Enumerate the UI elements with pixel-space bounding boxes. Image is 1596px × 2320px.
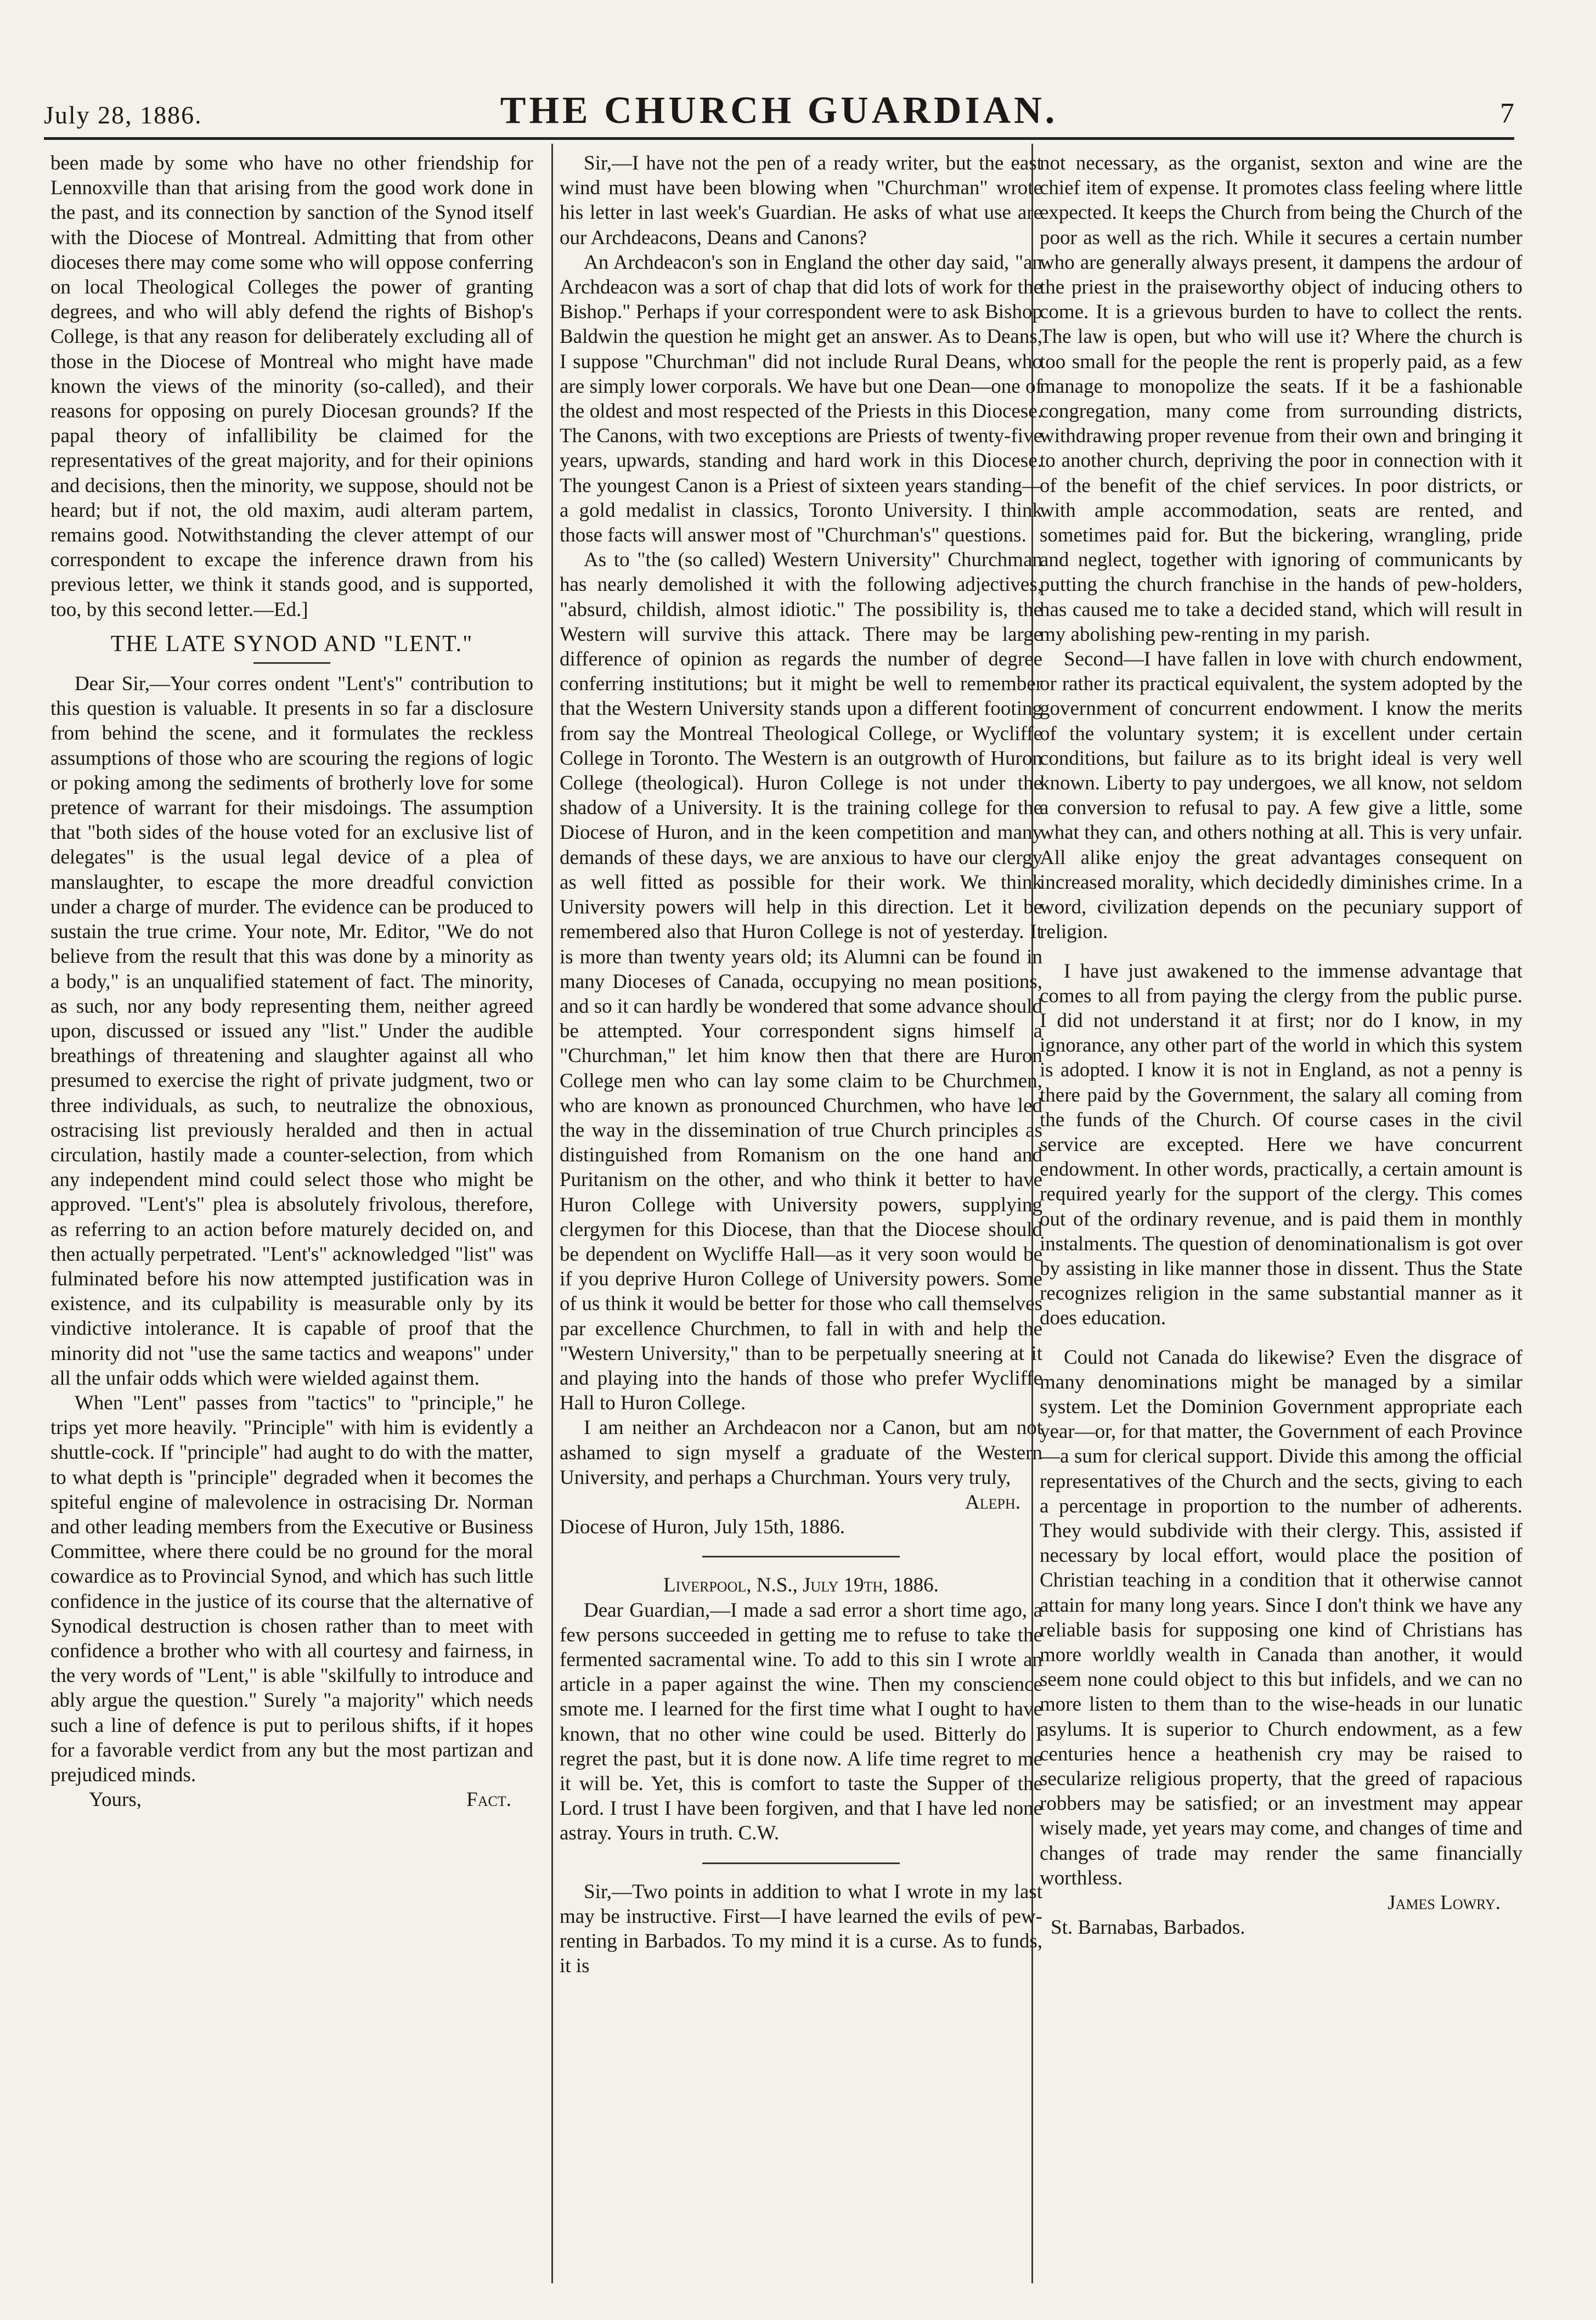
letter-paragraph: Sir,—Two points in addition to what I wrote in my last may be instructive. First—I have learned the evils of pew-renting in Barbados. To my mind it is a curse. As to funds, it is	[560, 1880, 1042, 1978]
signature: Aleph.	[965, 1491, 1020, 1514]
letter-paragraph: Dear Sir,—Your corres ondent "Lent's" contribution to this question is valuable. It presents in so far a disclosure from behind the scene, and it formulates the reckless assumptions of those who are scouring the regions of logic or poking among the sediments of brotherly love for some pretence of warrant for their misdoings. The assumption that "both sides of the house voted for an exclusive list of delegates" is the usual legal device of a plea of manslaughter, to escape the more dreadful conviction under a charge of murder. The evidence can be produced to sustain the true crime. Your note, Mr. Editor, "We do not believe from the result that this was done by a minority as a body," is an unqualified statement of fact. The minority, as such, nor any body representing them, neither agreed upon, discussed or issued any "list." Under the audible breathings of threatening and slaughter against all who presumed to exercise the right of private judgment, two or three individuals, as such, to neutralize the obnoxious, ostracising list previously heralded and then in actual circulation, hastily made a counter-selection, from which any independent mind could select those who might be approved. "Lent's" plea is absolutely frivolous, therefore, as referring to an action before maturely decided on, and then actually perpetrated. "Lent's" acknowledged "list" was fulminated before his now attempted justification was in existence, and its culpability is measurable only by its vindictive intolerance. It is capable of proof that the minority did not "use the same tactics and weapons" under all the unfair odds which were wielded against them.	[50, 673, 533, 1390]
letter-paragraph: not necessary, as the organist, sexton and wine are the chief item of expense. It promotes class feeling where little expected. It keeps the Church from being the Church of the poor as well as the rich. While it secures a certain number who are generally always present, it dampens the ardour of the priest in the praiseworthy object of inducing others to come. It is a grievous burden to have to collect the rents. The law is open, but who will use it? Where the church is too small for the people the rent is properly paid, as a few manage to monopolize the seats. If it be a fashionable congregation, many come from surrounding districts, withdrawing proper revenue from their own and bringing it to another church, depriving the poor in connection with it of the benefit of the chief services. In poor districts, or with ample accommodation, seats are rented, and sometimes paid for. But the bickering, wrangling, pride and neglect, together with ignoring of communicants by putting the church franchise in the hands of pew-holders, has caused me to take a decided stand, which will result in my abolishing pew-renting in my parish.	[1040, 152, 1522, 646]
letter-paragraph: Could not Canada do likewise? Even the disgrace of many denominations might be managed by a similar system. Let the Dominion Government appropriate each year—or, for that matter, the Government of each Province—a sum for clerical support. Divide this among the official representatives of the Church and the sects, giving to each a percentage in proportion to the number of adherents. They would subdivide with their clergy. This, assisted if necessary by local effort, would place the position of Christian teaching in a condition that it otherwise cannot attain for many long years. Since I don't think we have any reliable basis for supposing one kind of Christians has more worldly wealth in Canada than another, it would seem none could object to this but infidels, and we can no more listen to them than to the wise-heads in our lunatic asylums. It is superior to Church endowment, as a few centuries hence a heathenish cry may be raised to secularize religious property, that the greed of rapacious robbers may be satisfied; or an investment may appear wisely made, yet years may come, and changes of time and changes of trade may render the same financially worthless.	[1040, 1346, 1522, 1889]
dateline: St. Barnabas, Barbados.	[1051, 1916, 1245, 1939]
signature-line	[50, 1787, 533, 1812]
masthead	[44, 88, 1514, 140]
signature: James Lowry.	[1388, 1892, 1501, 1915]
column-divider	[551, 144, 553, 2283]
editor-note-paragraph: been made by some who have no other friendship for Lennoxville than that arising from the good work done in the past, and its connection by sanction of the Synod itself with the Diocese of Montreal. Admitting that from other dioceses there may come some who will oppose conferring on local Theological Colleges the power of granting degrees, and who will ably defend the rights of Bishop's College, is that any reason for deliberately excluding all of those in the Diocese of Montreal who might have made known the views of the minority (so-called), and their reasons for opposing on purely Diocesan grounds? If the papal theory of infallibility be claimed for the representatives of the great majority, and for their opinions and decisions, then the minority, we suppose, should not be heard; but if not, the old maxim, audi alteram partem, remains good. Notwithstanding the clever attempt of our correspondent to excape the inference drawn from his previous letter, we think it stands good, and is supported, too, by this second letter.—Ed.]	[50, 152, 533, 621]
column-1	[50, 151, 533, 2279]
letter-paragraph: I have just awakened to the immense advantage that comes to all from paying the clergy from the public purse. I did not understand it at first; nor do I know, in my ignorance, any other part of the world in which this system is adopted. I know it is not in England, as not a penny is there paid by the Government, the salary all coming from the funds of the Church. Of course cases in the civil service are excepted. Here we have concurrent endowment. In other words, practically, a certain amount is required yearly for the support of the clergy. This comes out of the ordinary revenue, and is paid them in monthly instalments. The question of denominationalism is got over by assisting in like manner those in dissent. Thus the State recognizes religion in the same substantial manner as it does education.	[1040, 959, 1522, 1330]
separator-rule	[702, 1556, 900, 1557]
letter-paragraph: Second—I have fallen in love with church endowment, or rather its practical equivalent, the system adopted by the government of concurrent endowment. I know the merits of the voluntary system; it is excellent under certain conditions, but failure as to its bright ideal is very well known. Liberty to pay undergoes, we all know, not seldom a conversion to refusal to pay. A few give a little, some what they can, and others nothing at all. This is very unfair. All alike enjoy the great advantages consequent on increased morality, which decidedly diminishes crime. In a word, civilization depends on the pecuniary support of religion.	[1040, 648, 1522, 944]
page-number: 7	[1500, 98, 1514, 129]
issue-date: July 28, 1886.	[44, 101, 202, 129]
letter-paragraph: As to "the (so called) Western University" Churchman has nearly demolished it with the following adjectives, "absurd, childish, almost idiotic." The possibility is, the Western will survive this attack. There may be large difference of opinion as regards the number of degree conferring institutions; but it might be well to remember that the Western University stands upon a different footing from say the Montreal Theological College, or Wycliffe College in Toronto. The Western is an outgrowth of Huron College (theological). Huron College is not under the shadow of a University. It is the training college for the Diocese of Huron, and in the keen competition and many demands of these days, we are anxious to have our clergy as well fitted as possible for their work. We think University powers will help in this direction. Let it be remembered also that Huron College is not of yesterday. It is more than twenty years old; its Alumni can be found in many Dioceses of Canada, occupying no mean positions, and so it can hardly be wondered that some advance should be attempted. Your correspondent signs himself a "Churchman," let him know then that there are Huron College men who can lay some claim to be Churchmen, who are known as pronounced Churchmen, who have led the way in the dissemination of true Church principles as distinguished from Romanism on the one hand and Puritanism on the other, and who think it better to have Huron College with University powers, supplying clergymen for this Diocese, than that the Diocese should be dependent on Wycliffe Hall—as it very soon would be if you deprive Huron College of University powers. Some of us think it would be better for those who call themselves par excellence Churchmen, to fall in with and help the "Western University," than to be perpetually sneering at it and playing into the hands of those who prefer Wycliffe Hall to Huron College.	[560, 549, 1042, 1415]
dateline: Diocese of Huron, July 15th, 1886.	[560, 1516, 845, 1539]
column-3	[1040, 151, 1522, 2279]
column-2	[560, 151, 1042, 2279]
letter-paragraph: Sir,—I have not the pen of a ready writer, but the east wind must have been blowing when "Churchman" wrote his letter in last week's Guardian. He asks of what use are our Archdeacons, Deans and Canons?	[560, 152, 1042, 249]
letter-paragraph: An Archdeacon's son in England the other day said, "an Archdeacon was a sort of chap that did lots of work for the Bishop." Perhaps if your correspondent were to ask Bishop Baldwin the question he might get an answer. As to Deans, I suppose "Churchman" did not include Rural Deans, who are simply lower corporals. We have but one Dean—one of the oldest and most respected of the Priests in this Diocese. The Canons, with two exceptions are Priests of twenty-five years, upwards, standing and hard work in this Diocese. The youngest Canon is a Priest of sixteen years standing—a gold medalist in classics, Toronto University. I think those facts will answer most of "Churchman's" questions.	[560, 251, 1042, 547]
signature: Fact.	[466, 1788, 511, 1811]
letter-paragraph: When "Lent" passes from "tactics" to "principle," he trips yet more heavily. "Principle" with him is evidently a shuttle-cock. If "principle" had aught to do with the matter, to what depth is "principle" degraded when it becomes the spiteful engine of malevolence in ostracising Dr. Norman and other leading members from the Executive or Business Committee, where there could be no ground for the moral cowardice as to Provincial Synod, and which has such little confidence in the justice of its course that the alternative of Synodical destruction is chosen rather than to meet with confidence a brother who with all courtesy and fairness, in the very words of "Lent," is able "skilfully to introduce and ably argue the question." Surely "a majority" which needs such a line of defence is put to perilous shifts, if it hopes for a favorable verdict from any but the most partizan and prejudiced minds.	[50, 1391, 533, 1786]
letter-paragraph: I am neither an Archdeacon nor a Canon, but am not ashamed to sign myself a graduate of the Western University, and perhaps a Churchman. Yours very truly,	[560, 1416, 1042, 1489]
dateline: Liverpool, N.S., July 19th, 1886.	[663, 1574, 939, 1597]
newspaper-title: THE CHURCH GUARDIAN.	[500, 89, 1058, 132]
article-heading: THE LATE SYNOD AND "LENT."	[110, 631, 473, 657]
heading-rule	[253, 662, 330, 664]
letter-paragraph: Dear Guardian,—I made a sad error a short time ago, a few persons succeeded in getting me to refuse to take the fermented sacramental wine. To add to this sin I wrote an article in a paper against the wine. Then my conscience smote me. I learned for the first time what I ought to have known, that no other wine could be used. Bitterly do I regret the past, but it is done now. A life time regret to me it will be. Yet, this is comfort to taste the Supper of the Lord. I trust I have been forgiven, and that I have led none astray. Yours in truth. C.W.	[560, 1599, 1042, 1845]
separator-rule	[702, 1862, 900, 1864]
closing: Yours,	[89, 1788, 142, 1811]
